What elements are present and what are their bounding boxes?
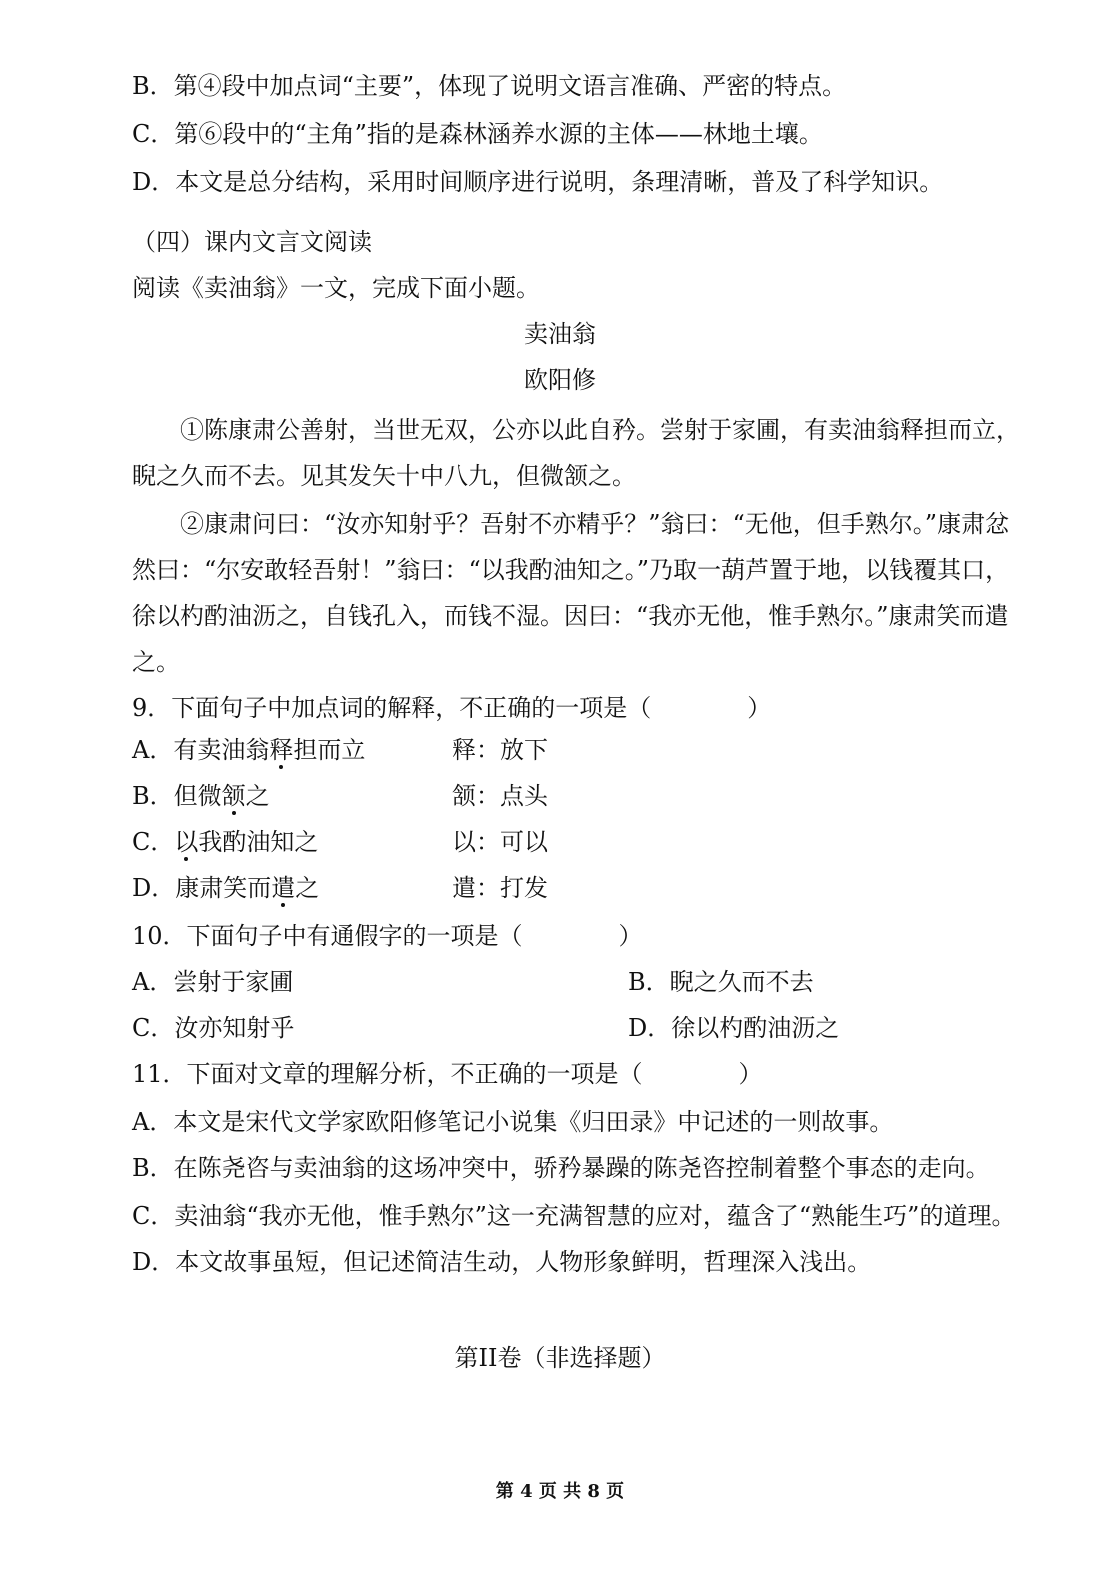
q11-option-d: D．本文故事虽短，但记述简洁生动，人物形象鲜明，哲理深入浅出。 — [132, 1248, 872, 1276]
dotted-word: 释 — [269, 736, 294, 764]
text-title: 卖油翁 — [524, 320, 596, 348]
q9-gloss-b: 颔：点头 — [452, 782, 548, 810]
q8-option-c: C．第⑥段中的“主角”指的是森林涵养水源的主体——林地土壤。 — [132, 120, 823, 148]
part-2-title: 第II卷（非选择题） — [454, 1344, 666, 1372]
q11-option-a: A．本文是宋代文学家欧阳修笔记小说集《归田录》中记述的一则故事。 — [132, 1108, 894, 1136]
q10-option-a: A．尝射于家圃 — [132, 968, 294, 996]
page-footer: 第 4 页 共 8 页 — [495, 1481, 625, 1502]
dotted-word: 遣 — [271, 874, 296, 902]
q9-gloss-a: 释：放下 — [452, 736, 548, 764]
q9-option-c: C．以我酌油知之 — [132, 828, 319, 856]
q10-option-d: D．徐以杓酌油沥之 — [628, 1014, 840, 1042]
paragraph-2-line-1: ②康肃问曰：“汝亦知射乎？吾射不亦精乎？”翁曰：“无他，但手熟尔。”康肃忿 — [180, 510, 1010, 538]
q8-option-b: B．第④段中加点词“主要”，体现了说明文语言准确、严密的特点。 — [132, 72, 847, 100]
q11-option-c: C．卖油翁“我亦无他，惟手熟尔”这一充满智慧的应对，蕴含了“熟能生巧”的道理。 — [132, 1202, 1016, 1230]
dotted-word: 颔 — [221, 782, 246, 810]
q8-option-d: D．本文是总分结构，采用时间顺序进行说明，条理清晰，普及了科学知识。 — [132, 168, 944, 196]
q11-stem: 11．下面对文章的理解分析，不正确的一项是（ ） — [132, 1060, 763, 1088]
paragraph-2-line-4: 之。 — [132, 648, 180, 676]
q9-option-b: B．但微颔之 — [132, 782, 270, 810]
q9-gloss-c: 以：可以 — [452, 828, 548, 856]
q10-option-c: C．汝亦知射乎 — [132, 1014, 295, 1042]
text-author: 欧阳修 — [524, 366, 596, 394]
section-heading: （四）课内文言文阅读 — [132, 228, 372, 256]
dotted-word: 以 — [174, 828, 199, 856]
q9-gloss-d: 遣：打发 — [452, 874, 548, 902]
q9-option-d: D．康肃笑而遣之 — [132, 874, 320, 902]
paragraph-2-line-2: 然曰：“尔安敢轻吾射！”翁曰：“以我酌油知之。”乃取一葫芦置于地，以钱覆其口， — [132, 556, 1010, 584]
q10-option-b: B．睨之久而不去 — [628, 968, 814, 996]
q11-option-b: B．在陈尧咨与卖油翁的这场冲突中，骄矜暴躁的陈尧咨控制着整个事态的走向。 — [132, 1154, 990, 1182]
q9-stem: 9．下面句子中加点词的解释，不正确的一项是（ ） — [132, 694, 772, 722]
q10-stem: 10．下面句子中有通假字的一项是（ ） — [132, 922, 643, 950]
paragraph-1-line-1: ①陈康肃公善射，当世无双，公亦以此自矜。尝射于家圃，有卖油翁释担而立， — [180, 416, 1020, 444]
section-instruction: 阅读《卖油翁》一文，完成下面小题。 — [132, 274, 540, 302]
q9-option-a: A．有卖油翁释担而立 — [132, 736, 366, 764]
paragraph-1-line-2: 睨之久而不去。见其发矢十中八九，但微颔之。 — [132, 462, 636, 490]
paragraph-2-line-3: 徐以杓酌油沥之，自钱孔入，而钱不湿。因曰：“我亦无他，惟手熟尔。”康肃笑而遣 — [132, 602, 1009, 630]
